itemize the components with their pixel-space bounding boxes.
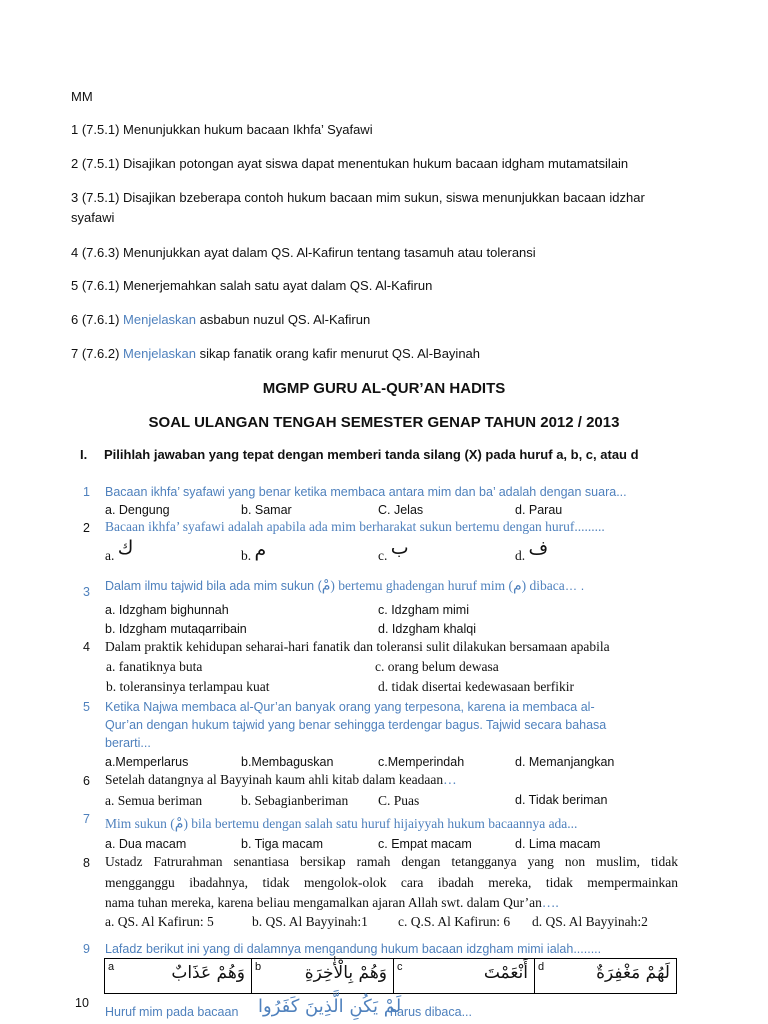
option-c[interactable]: c. Q.S. Al Kafirun: 6 (398, 914, 511, 929)
question-text-line: berarti... (105, 736, 151, 750)
answer-options-table (104, 958, 677, 994)
indicator-item: 7 (7.6.2) Menjelaskan sikap fanatik orang kafir menurut QS. Al-Bayinah (71, 346, 481, 361)
option-c[interactable]: c.Memperindah (378, 755, 465, 769)
highlight-word: Menjelaskan (123, 312, 197, 327)
option-b[interactable]: b. Samar (241, 503, 292, 517)
option-c[interactable] (394, 959, 535, 994)
question-text: Bacaan ikhfa’ syafawi yang benar ketika membaca antara mim dan ba’ adalah dengan suara... (105, 485, 627, 499)
option-b[interactable] (252, 959, 394, 994)
option-d[interactable]: d. Memanjangkan (515, 755, 615, 769)
arabic-letter: ف (528, 537, 549, 559)
arabic-letter: م (254, 539, 267, 561)
option-b[interactable]: b. toleransinya terlampau kuat (106, 679, 270, 694)
option-a[interactable]: a. Idzgham bighunnah (105, 603, 229, 617)
indicator-item: 5 (7.6.1) Menerjemahkan salah satu ayat dalam QS. Al-Kafirun (71, 278, 433, 293)
arabic-phrase: لَهُمْ مَغْفِرَةٌ (596, 963, 670, 983)
option-a[interactable] (105, 959, 252, 994)
option-c[interactable]: c. Empat macam (378, 837, 472, 851)
indicator-item: 2 (7.5.1) Disajikan potongan ayat siswa dapat menentukan hukum bacaan idgham mutamatsilain (71, 156, 629, 171)
indicator-item: 3 (7.5.1) Disajikan bzeberapa contoh hukum bacaan mim sukun, siswa menunjukkan bacaan idzhar (71, 190, 645, 205)
question-number: 2 (83, 521, 90, 535)
option-c[interactable]: C. Puas (378, 793, 420, 808)
option-b[interactable]: b. م (241, 539, 267, 563)
option-letter: b (255, 961, 262, 973)
option-d[interactable]: d. Parau (515, 503, 563, 517)
question-text: Dalam ilmu tajwid bila ada mim sukun (مْ) bertemu ghadengan huruf mim (م) dibaca… . (105, 578, 585, 594)
option-a[interactable]: a. ك (105, 537, 134, 563)
question-text: Lafadz berikut ini yang di dalamnya mengandung hukum bacaan idzgham mimi ialah........ (105, 942, 602, 956)
option-d[interactable]: d. ف (515, 537, 549, 563)
option-d[interactable]: d. Idzgham khalqi (378, 622, 476, 636)
option-a[interactable]: a. Dengung (105, 503, 170, 517)
option-a[interactable]: a. Semua beriman (105, 793, 203, 808)
question-text: Bacaan ikhfa’ syafawi adalah apabila ada mim berharakat sukun bertemu dengan huruf......... (105, 519, 605, 534)
question-number: 5 (83, 700, 90, 714)
option-b[interactable]: b. Idzgham mutaqarribain (105, 622, 247, 636)
question-text-start: Huruf mim pada bacaan (105, 1005, 239, 1019)
option-c[interactable]: C. Jelas (378, 503, 424, 517)
arabic-phrase: لَمْ يَكُنِ الَّذِينَ كَفَرُوا (258, 996, 402, 1017)
section-number: I. (80, 447, 88, 462)
option-d[interactable]: d. tidak disertai kedewasaan berfikir (378, 679, 575, 694)
question-text-line: Ketika Najwa membaca al-Qur’an banyak orang yang terpesona, karena ia membaca al- (105, 700, 595, 714)
question-text: Setelah datangnya al Bayyinah kaum ahli kitab dalam keadaan… (105, 772, 457, 787)
option-a[interactable]: a.Memperlarus (105, 755, 189, 769)
section-instruction: Pilihlah jawaban yang tepat dengan memberi tanda silang (X) pada huruf a, b, c, atau d (104, 447, 639, 462)
indicator-item: 1 (7.5.1) Menunjukkan hukum bacaan Ikhfa’ Syafawi (71, 122, 373, 137)
option-b[interactable]: b. Tiga macam (241, 837, 323, 851)
question-text-line: nama tuhan mereka, karena beliau mengamalkan ajaran Allah swt. dalam Qur’an…. (105, 895, 559, 910)
question-text-line: mengganggu ibadahnya, tidak mengolok-olok cara ibadah mereka, tidak mempermainkan (105, 875, 678, 890)
option-b[interactable]: b. Sebagianberiman (241, 793, 349, 808)
title-organization: MGMP GURU AL-QUR’AN HADITS (262, 380, 506, 397)
header-code: MM (71, 89, 93, 104)
question-text: Mim sukun (مْ) bila bertemu dengan salah satu huruf hijaiyyah hukum bacaannya ada... (105, 816, 578, 832)
arabic-letter: ب (390, 537, 409, 559)
question-text-end: harus dibaca... (390, 1005, 472, 1019)
question-number: 8 (83, 856, 90, 870)
option-d[interactable]: d. QS. Al Bayyinah:2 (532, 914, 648, 929)
arabic-letter: ك (117, 537, 134, 559)
question-number: 7 (83, 812, 90, 826)
highlight-word: Menjelaskan (123, 346, 197, 361)
indicator-item-continuation: syafawi (71, 210, 115, 225)
option-c[interactable]: c. orang belum dewasa (375, 659, 499, 674)
question-number: 10 (75, 996, 89, 1010)
question-number: 3 (83, 585, 90, 599)
option-d[interactable] (535, 959, 677, 994)
title-exam: SOAL ULANGAN TENGAH SEMESTER GENAP TAHUN 2012 / 2013 (148, 414, 620, 431)
question-text-line: Ustadz Fatrurahman senantiasa bersikap ramah dengan tetangganya yang non muslim, tidak (105, 854, 678, 869)
question-number: 1 (83, 485, 90, 499)
option-d[interactable]: d. Tidak beriman (515, 793, 608, 807)
question-number: 6 (83, 774, 90, 788)
option-letter: a (108, 961, 115, 973)
option-a[interactable]: a. Dua macam (105, 837, 187, 851)
option-a[interactable]: a. fanatiknya buta (106, 659, 203, 674)
option-c[interactable]: c. Idzgham mimi (378, 603, 469, 617)
option-b[interactable]: b. QS. Al Bayyinah:1 (252, 914, 368, 929)
option-d[interactable]: d. Lima macam (515, 837, 601, 851)
option-c[interactable]: c. ب (378, 537, 409, 563)
option-b[interactable]: b.Membaguskan (241, 755, 334, 769)
arabic-phrase: وَهُمْ عَذَابٌ (171, 963, 245, 983)
indicator-item: 6 (7.6.1) Menjelaskan asbabun nuzul QS. Al-Kafirun (71, 312, 371, 327)
arabic-phrase: أَنْعَمْتَ (483, 963, 528, 983)
question-number: 9 (83, 942, 90, 956)
option-a[interactable]: a. QS. Al Kafirun: 5 (105, 914, 214, 929)
question-text: Dalam praktik kehidupan seharai-hari fanatik dan toleransi sulit dilakukan bersamaan apabila (105, 639, 610, 654)
option-letter: c (397, 961, 403, 973)
question-text-line: Qur’an dengan hukum tajwid yang benar sehingga terdengar bagus. Tajwid secara bahasa (105, 718, 607, 732)
arabic-phrase: وَهُمْ بِالْأٰخِرَةِ (304, 963, 387, 983)
indicator-item: 4 (7.6.3) Menunjukkan ayat dalam QS. Al-Kafirun tentang tasamuh atau toleransi (71, 245, 536, 260)
option-letter: d (538, 961, 545, 973)
question-number: 4 (83, 640, 90, 654)
